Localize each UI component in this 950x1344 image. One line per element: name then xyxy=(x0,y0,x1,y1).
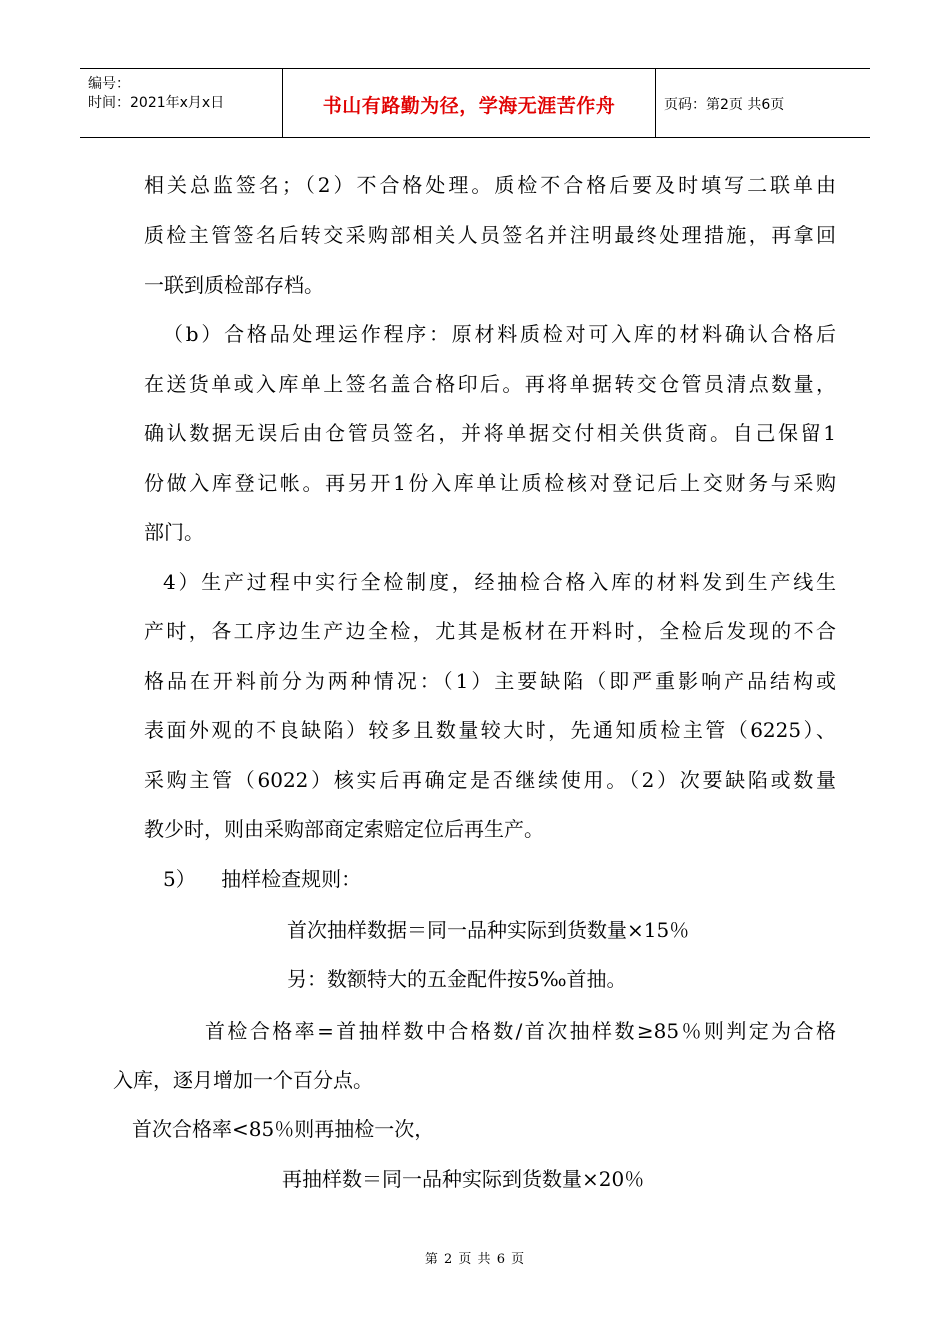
body-line: 入库，逐月增加一个百分点。 xyxy=(113,1068,373,1092)
body-line: 部门。 xyxy=(144,520,204,544)
header-meta-cell xyxy=(80,69,283,137)
body-line: 表面外观的不良缺陷）较多且数量较大时，先通知质检主管（6225）、 xyxy=(144,718,836,742)
body-line: （b）合格品处理运作程序：原材料质检对可入库的材料确认合格后 xyxy=(163,322,836,346)
body-line: 采购主管（6022）核实后再确定是否继续使用。（2）次要缺陷或数量 xyxy=(144,768,836,792)
header-motto: 书山有路勤为径，学海无涯苦作舟 xyxy=(322,95,616,117)
section-heading: 5） 抽样检查规则： xyxy=(163,867,362,891)
body-line: 相关总监签名；（2）不合格处理。质检不合格后要及时填写二联单由 xyxy=(144,173,836,197)
body-line: 在送货单或入库单上签名盖合格印后。再将单据转交仓管员清点数量， xyxy=(144,372,836,396)
body-line: 另：数额特大的五金配件按5‰首抽。 xyxy=(287,967,627,991)
page-footer: 第 2 页 共 6 页 xyxy=(424,1252,526,1267)
body-line: 4）生产过程中实行全检制度，经抽检合格入库的材料发到生产线生 xyxy=(163,570,836,594)
body-line: 产时，各工序边生产边全检，尤其是板材在开料时，全检后发现的不合 xyxy=(144,619,836,643)
header-page-info: 页码：第2页 共6页 xyxy=(664,97,785,113)
body-line: 首检合格率=首抽样数中合格数/首次抽样数≥85％则判定为合格 xyxy=(205,1019,836,1043)
formula-line: 首次抽样数据＝同一品种实际到货数量×15％ xyxy=(287,918,690,942)
body-line: 份做入库登记帐。再另开1份入库单让质检核对登记后上交财务与采购 xyxy=(144,471,836,495)
body-line: 格品在开料前分为两种情况：（1）主要缺陷（即严重影响产品结构或 xyxy=(144,669,836,693)
body-line: 首次合格率<85％则再抽检一次， xyxy=(132,1117,435,1141)
body-line: 质检主管签名后转交采购部相关人员签名并注明最终处理措施，再拿回 xyxy=(144,223,836,247)
page-header xyxy=(80,68,870,138)
document-time-label: 时间：2021年x月x日 xyxy=(88,95,225,111)
body-line: 一联到质检部存档。 xyxy=(144,273,324,297)
header-page-cell xyxy=(656,69,870,137)
document-number-label: 编号： xyxy=(88,76,130,92)
body-line: 教少时，则由采购部商定索赔定位后再生产。 xyxy=(144,817,544,841)
header-motto-cell xyxy=(283,69,656,137)
body-line: 确认数据无误后由仓管员签名，并将单据交付相关供货商。自己保留1 xyxy=(144,421,836,445)
formula-line: 再抽样数＝同一品种实际到货数量×20％ xyxy=(282,1167,645,1191)
